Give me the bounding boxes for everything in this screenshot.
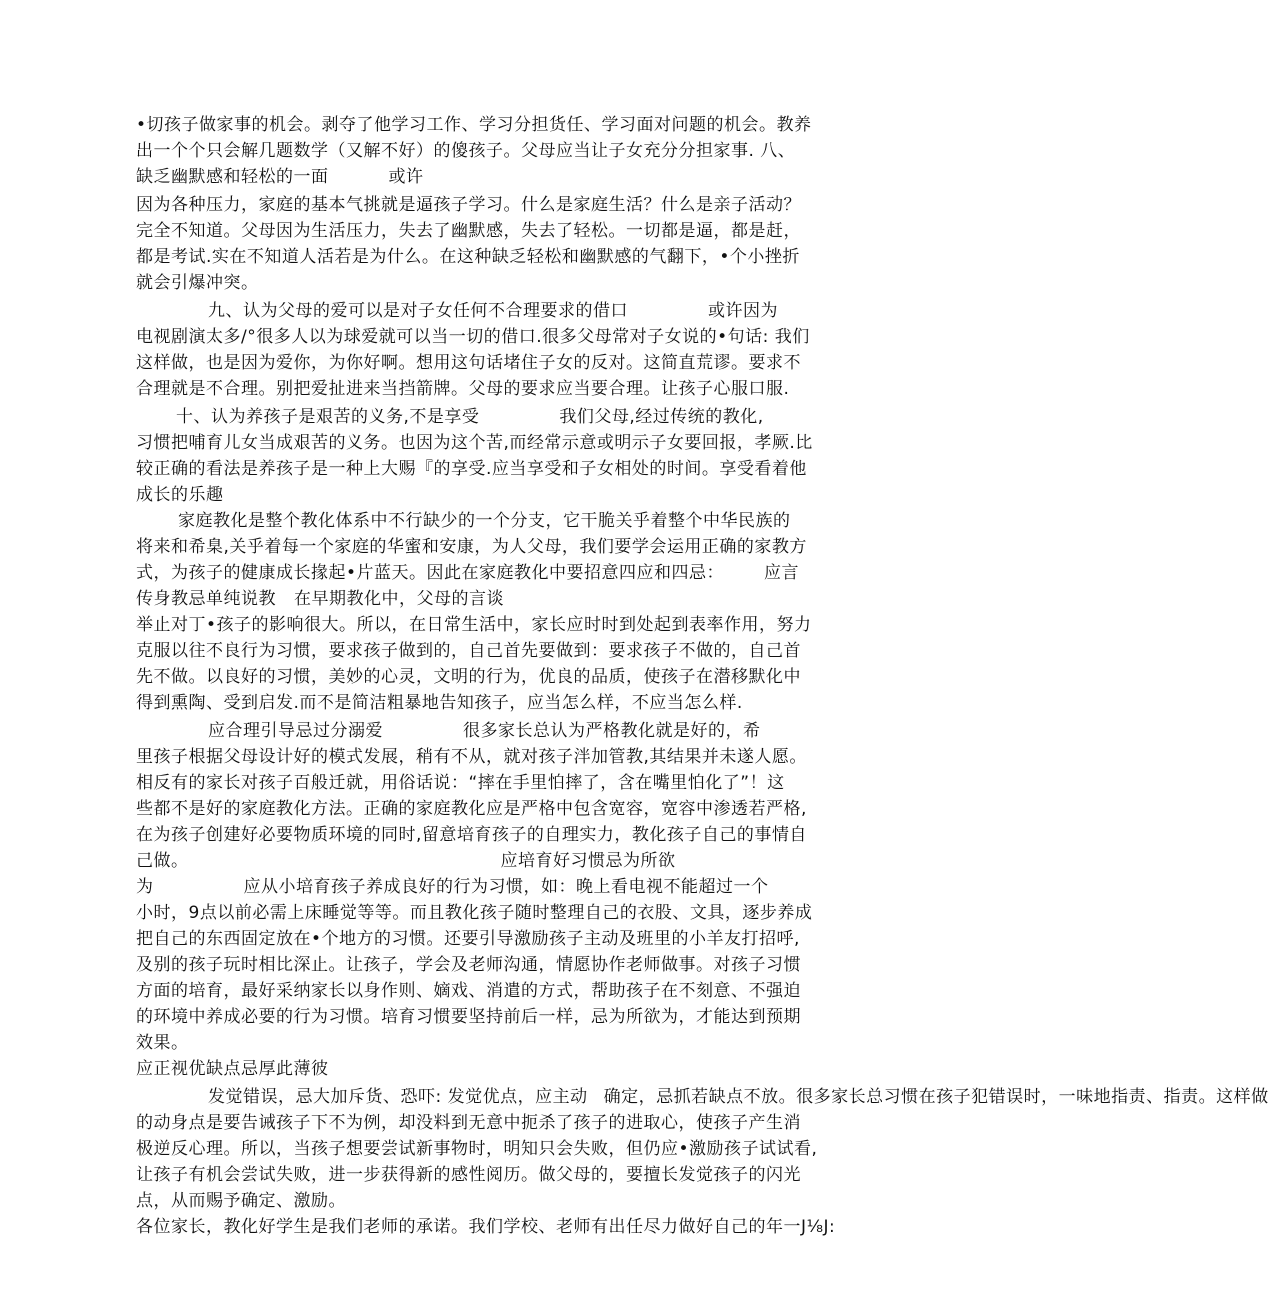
text-line: 小时，9点以前必需上床睡觉等等。而且教化孩子随时整理自己的衣股、文具，逐步养成 bbox=[136, 903, 813, 923]
paragraph-start: 家庭教化是整个教化体系中不行缺少的一个分支，它干脆关乎着整个中华民族的 bbox=[178, 511, 791, 531]
text-line: 式，为孩子的健康成长掾起•片蓝天。因此在家庭教化中要招意四应和四忌： 应言 bbox=[136, 563, 800, 583]
text-line: 先不做。以良好的习惯，美妙的心灵，文明的行为，优良的品质，使孩子在潜移默化中 bbox=[136, 667, 801, 687]
text-line: 就会引爆冲突。 bbox=[136, 273, 259, 293]
text-line: 为 应从小培育孩子养成良好的行为习惯，如：晚上看电视不能超过一个 bbox=[136, 877, 769, 897]
text-line: 把自己的东西固定放在•个地方的习惯。还要引导激励孩子主动及班里的小羊友打招呼, bbox=[136, 929, 800, 949]
text-line: 的动身点是要告诫孩子下不为例，却没料到无意中扼杀了孩子的进取心，使孩子产生消 bbox=[136, 1113, 801, 1133]
text-line: 完全不知道。父母因为生活压力，失去了幽默感，失去了轻松。一切都是逼，都是赶， bbox=[136, 221, 801, 241]
section-heading-ten: 十、认为养孩子是艰苦的义务,不是享受 我们父母,经过传统的教化, bbox=[176, 407, 764, 427]
text-line: 极逆反心理。所以，当孩子想要尝试新事物时，明知只会失败，但仍应•激励孩子试试看, bbox=[136, 1139, 818, 1159]
subheading-line: 己做。 应培育好习惯忌为所欲 bbox=[136, 851, 676, 871]
text-line: 各位家长，教化好学生是我们老师的承诺。我们学校、老师有出任尽力做好自己的年一J⅛J: bbox=[136, 1217, 836, 1237]
text-line: 举止对丁•孩子的影响很大。所以，在日常生活中，家长应时时到处起到表率作用，努力 bbox=[136, 615, 812, 635]
subheading-line: 传身教忌单纯说教 在早期教化中，父母的言谈 bbox=[136, 589, 504, 609]
text-line: 在为孩子创建好必要物质环境的同时,留意培育孩子的自理实力，教化孩子自己的事情自 bbox=[136, 825, 807, 845]
section-heading-nine: 九、认为父母的爱可以是对子女任何不合理要求的借口 或许因为 bbox=[208, 301, 778, 321]
subheading-line: 应合理引导忌过分溺爱 很多家长总认为严格教化就是好的，希 bbox=[208, 721, 761, 741]
text-line: 点，从而赐予确定、激励。 bbox=[136, 1191, 346, 1211]
text-line: •切孩子做家事的机会。剥夺了他学习工作、学习分担货任、学习面对问题的机会。教养 bbox=[136, 115, 812, 135]
text-line: 缺乏幽默感和轻松的一面 或许 bbox=[136, 167, 424, 187]
text-line: 因为各种压力，家庭的基本气挑就是逼孩子学习。什么是家庭生活？什么是亲子活动？ bbox=[136, 195, 801, 215]
text-line: 效果。 bbox=[136, 1033, 189, 1053]
text-line: 习惯把哺育儿女当成艰苦的义务。也因为这个苦,而经常示意或明示子女要回报，孝厥.比 bbox=[136, 433, 813, 453]
text-line: 让孩子有机会尝试失败，进一步获得新的感性阅历。做父母的，要擅长发觉孩子的闪光 bbox=[136, 1165, 801, 1185]
text-line: 这样做，也是因为爱你，为你好啊。想用这句话堵住子女的反对。这简直荒谬。要求不 bbox=[136, 353, 801, 373]
text-line: 及别的孩子玩时相比深止。让孩子，学会及老师沟通，情愿协作老师做事。对孩子习惯 bbox=[136, 955, 801, 975]
text-line: 电视剧演太多/°很多人以为球爱就可以当一切的借口.很多父母常对子女说的•句话: 我们 bbox=[136, 327, 810, 347]
text-line: 成长的乐趣 bbox=[136, 485, 224, 505]
text-line: 较正确的看法是养孩子是一种上大赐『的享受.应当享受和子女相处的时间。享受看着他 bbox=[136, 459, 807, 479]
text-line: 合理就是不合理。别把爱扯进来当挡箭牌。父母的要求应当要合理。让孩子心服口服. bbox=[136, 379, 790, 399]
subheading-line: 发觉错误，忌大加斥货、恐吓: 发觉优点，应主动 确定，忌抓若缺点不放。很多家长总习惯在孩子犯错误时，一味地指责、指责。这样做 bbox=[208, 1087, 1269, 1107]
text-line: 都是考试.实在不知道人活若是为什么。在这种缺乏轻松和幽默感的气翻下，•个小挫折 bbox=[136, 247, 800, 267]
text-line: 将来和希臬,关乎着每一个家庭的华蜜和安康，为人父母，我们要学会运用正确的家教方 bbox=[136, 537, 807, 557]
text-line: 方面的培育，最好采纳家长以身作则、嫡戏、消遣的方式，帮助孩子在不刻意、不强迫 bbox=[136, 981, 801, 1001]
text-line: 克服以往不良行为习惯，要求孩子做到的，自己首先要做到：要求孩子不做的，自己首 bbox=[136, 641, 801, 661]
text-line: 应正视优缺点忌厚此薄彼 bbox=[136, 1059, 329, 1079]
text-line: 出一个个只会解几题数学（又解不好）的傻孩子。父母应当让子女充分分担家事. 八、 bbox=[136, 141, 796, 161]
text-line: 的环境中养成必要的行为习惯。培育习惯要坚持前后一样，忌为所欲为，才能达到预期 bbox=[136, 1007, 801, 1027]
text-line: 得到熏陶、受到启发.而不是简洁粗暴地告知孩子，应当怎么样，不应当怎么样. bbox=[136, 693, 743, 713]
text-line: 里孩子根据父母设计好的模式发展，稍有不从，就对孩子泮加管教,其结果并未遂人愿。 bbox=[136, 747, 807, 767]
text-line: 相反有的家长对孩子百般迁就，用俗话说：“摔在手里怕摔了，含在嘴里怕化了”！这 bbox=[136, 773, 785, 793]
text-line: 些都不是好的家庭教化方法。正确的家庭教化应是严格中包含宽容，宽容中渗透若严格, bbox=[136, 799, 807, 819]
